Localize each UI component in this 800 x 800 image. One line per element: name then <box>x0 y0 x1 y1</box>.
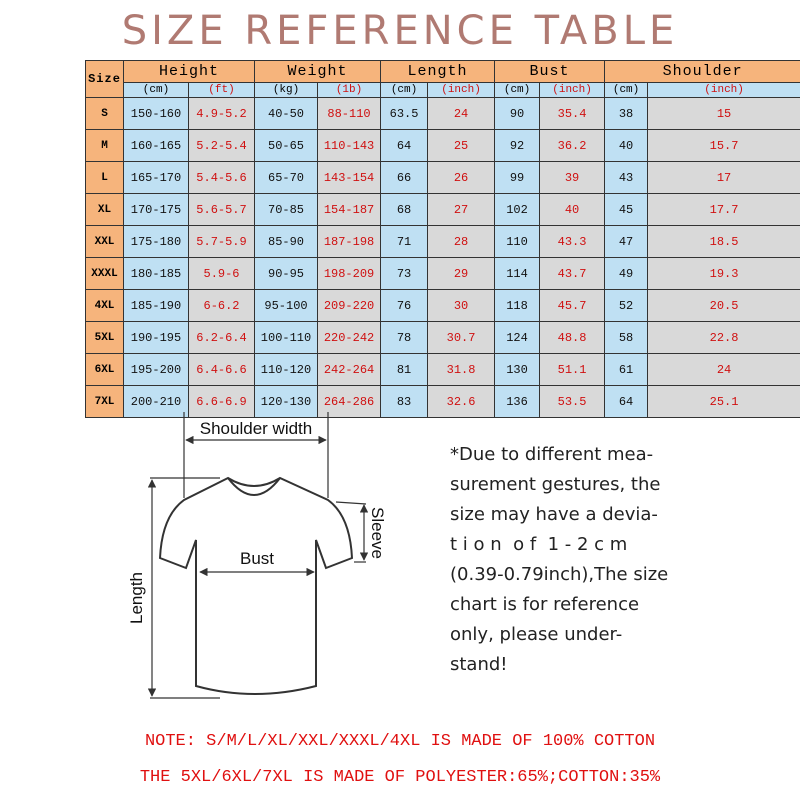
note-line: surement gestures, the <box>450 474 661 495</box>
page-title: SIZE REFERENCE TABLE <box>121 8 679 54</box>
metric-cell: 38 <box>605 98 648 130</box>
metric-cell: 118 <box>495 290 540 322</box>
metric-cell: 50-65 <box>255 130 318 162</box>
metric-cell: 180-185 <box>124 258 189 290</box>
imperial-cell: 32.6 <box>428 386 495 418</box>
metric-cell: 45 <box>605 194 648 226</box>
unit-header: (inch) <box>540 83 605 98</box>
metric-cell: 63.5 <box>381 98 428 130</box>
metric-cell: 78 <box>381 322 428 354</box>
imperial-cell: 51.1 <box>540 354 605 386</box>
metric-cell: 160-165 <box>124 130 189 162</box>
metric-cell: 124 <box>495 322 540 354</box>
unit-header: (ft) <box>189 83 255 98</box>
metric-cell: 185-190 <box>124 290 189 322</box>
metric-cell: 64 <box>605 386 648 418</box>
imperial-cell: 6.2-6.4 <box>189 322 255 354</box>
imperial-cell: 110-143 <box>318 130 381 162</box>
shoulder-width-label: Shoulder width <box>199 419 313 438</box>
table-row <box>86 194 800 226</box>
imperial-cell: 43.3 <box>540 226 605 258</box>
size-cell: L <box>86 162 124 194</box>
metric-cell: 61 <box>605 354 648 386</box>
metric-cell: 99 <box>495 162 540 194</box>
imperial-cell: 5.2-5.4 <box>189 130 255 162</box>
imperial-cell: 5.6-5.7 <box>189 194 255 226</box>
deviation-note <box>450 440 695 680</box>
metric-cell: 40 <box>605 130 648 162</box>
table-row <box>86 258 800 290</box>
metric-cell: 49 <box>605 258 648 290</box>
metric-cell: 100-110 <box>255 322 318 354</box>
metric-cell: 110 <box>495 226 540 258</box>
metric-cell: 90 <box>495 98 540 130</box>
imperial-cell: 5.7-5.9 <box>189 226 255 258</box>
imperial-cell: 88-110 <box>318 98 381 130</box>
group-header: Shoulder <box>605 61 800 83</box>
tshirt-outline <box>160 478 352 694</box>
note-line: only, please under- <box>450 624 623 645</box>
metric-cell: 76 <box>381 290 428 322</box>
unit-header: (inch) <box>428 83 495 98</box>
metric-cell: 120-130 <box>255 386 318 418</box>
imperial-cell: 35.4 <box>540 98 605 130</box>
imperial-cell: 39 <box>540 162 605 194</box>
unit-header: (cm) <box>381 83 428 98</box>
group-header: Bust <box>495 61 605 83</box>
imperial-cell: 40 <box>540 194 605 226</box>
group-header-row <box>86 61 800 83</box>
imperial-cell: 45.7 <box>540 290 605 322</box>
metric-cell: 68 <box>381 194 428 226</box>
metric-cell: 130 <box>495 354 540 386</box>
metric-cell: 58 <box>605 322 648 354</box>
bust-label: Bust <box>239 549 275 568</box>
length-label: Length <box>127 572 146 624</box>
metric-cell: 47 <box>605 226 648 258</box>
imperial-cell: 264-286 <box>318 386 381 418</box>
metric-cell: 165-170 <box>124 162 189 194</box>
unit-header: (cm) <box>124 83 189 98</box>
metric-cell: 195-200 <box>124 354 189 386</box>
table-row <box>86 130 800 162</box>
material-note-polyester: THE 5XL/6XL/7XL IS MADE OF POLYESTER:65%;COTTON:35% <box>139 768 661 787</box>
metric-cell: 175-180 <box>124 226 189 258</box>
metric-cell: 83 <box>381 386 428 418</box>
imperial-cell: 15 <box>648 98 800 130</box>
unit-header: (cm) <box>495 83 540 98</box>
unit-header: (cm) <box>605 83 648 98</box>
imperial-cell: 6.6-6.9 <box>189 386 255 418</box>
unit-header-row <box>86 83 800 98</box>
note-line: t i o n o f 1 - 2 c m <box>450 534 628 555</box>
unit-header: (inch) <box>648 83 800 98</box>
metric-cell: 92 <box>495 130 540 162</box>
imperial-cell: 17.7 <box>648 194 800 226</box>
size-cell: 4XL <box>86 290 124 322</box>
table-row <box>86 290 800 322</box>
group-header: Weight <box>255 61 381 83</box>
imperial-cell: 6-6.2 <box>189 290 255 322</box>
metric-cell: 190-195 <box>124 322 189 354</box>
imperial-cell: 36.2 <box>540 130 605 162</box>
unit-header: (1b) <box>318 83 381 98</box>
size-cell: 7XL <box>86 386 124 418</box>
tshirt-diagram <box>110 412 400 712</box>
metric-cell: 81 <box>381 354 428 386</box>
unit-header: (kg) <box>255 83 318 98</box>
metric-cell: 85-90 <box>255 226 318 258</box>
imperial-cell: 24 <box>428 98 495 130</box>
size-cell: S <box>86 98 124 130</box>
imperial-cell: 154-187 <box>318 194 381 226</box>
table-row <box>86 354 800 386</box>
imperial-cell: 5.4-5.6 <box>189 162 255 194</box>
material-note: NOTE: S/M/L/XL/XXL/XXXL/4XL IS MADE OF 100% COTTON <box>144 732 656 751</box>
imperial-cell: 29 <box>428 258 495 290</box>
imperial-cell: 209-220 <box>318 290 381 322</box>
table-row <box>86 162 800 194</box>
imperial-cell: 143-154 <box>318 162 381 194</box>
metric-cell: 73 <box>381 258 428 290</box>
size-cell: 6XL <box>86 354 124 386</box>
imperial-cell: 15.7 <box>648 130 800 162</box>
size-header: Size <box>86 61 124 98</box>
imperial-cell: 19.3 <box>648 258 800 290</box>
imperial-cell: 187-198 <box>318 226 381 258</box>
metric-cell: 90-95 <box>255 258 318 290</box>
note-line: *Due to different mea- <box>450 444 654 465</box>
metric-cell: 114 <box>495 258 540 290</box>
metric-cell: 150-160 <box>124 98 189 130</box>
imperial-cell: 26 <box>428 162 495 194</box>
metric-cell: 65-70 <box>255 162 318 194</box>
metric-cell: 170-175 <box>124 194 189 226</box>
imperial-cell: 22.8 <box>648 322 800 354</box>
size-cell: XXL <box>86 226 124 258</box>
metric-cell: 136 <box>495 386 540 418</box>
imperial-cell: 242-264 <box>318 354 381 386</box>
imperial-cell: 4.9-5.2 <box>189 98 255 130</box>
imperial-cell: 30 <box>428 290 495 322</box>
imperial-cell: 220-242 <box>318 322 381 354</box>
imperial-cell: 43.7 <box>540 258 605 290</box>
imperial-cell: 25.1 <box>648 386 800 418</box>
metric-cell: 52 <box>605 290 648 322</box>
metric-cell: 66 <box>381 162 428 194</box>
metric-cell: 40-50 <box>255 98 318 130</box>
imperial-cell: 31.8 <box>428 354 495 386</box>
imperial-cell: 48.8 <box>540 322 605 354</box>
imperial-cell: 25 <box>428 130 495 162</box>
table-row <box>86 322 800 354</box>
imperial-cell: 28 <box>428 226 495 258</box>
imperial-cell: 18.5 <box>648 226 800 258</box>
imperial-cell: 17 <box>648 162 800 194</box>
size-cell: XL <box>86 194 124 226</box>
imperial-cell: 5.9-6 <box>189 258 255 290</box>
imperial-cell: 20.5 <box>648 290 800 322</box>
imperial-cell: 53.5 <box>540 386 605 418</box>
imperial-cell: 198-209 <box>318 258 381 290</box>
note-line: chart is for reference <box>450 594 640 615</box>
metric-cell: 95-100 <box>255 290 318 322</box>
metric-cell: 71 <box>381 226 428 258</box>
sleeve-guide-top <box>336 502 366 504</box>
group-header: Length <box>381 61 495 83</box>
size-cell: XXXL <box>86 258 124 290</box>
table-row <box>86 226 800 258</box>
note-line: stand! <box>450 654 508 675</box>
note-line: size may have a devia- <box>450 504 658 525</box>
sleeve-label: Sleeve <box>368 507 387 559</box>
imperial-cell: 24 <box>648 354 800 386</box>
metric-cell: 70-85 <box>255 194 318 226</box>
note-line: (0.39-0.79inch),The size <box>450 564 669 585</box>
metric-cell: 102 <box>495 194 540 226</box>
size-cell: M <box>86 130 124 162</box>
imperial-cell: 30.7 <box>428 322 495 354</box>
metric-cell: 200-210 <box>124 386 189 418</box>
metric-cell: 64 <box>381 130 428 162</box>
table-row <box>86 98 800 130</box>
group-header: Height <box>124 61 255 83</box>
metric-cell: 110-120 <box>255 354 318 386</box>
size-table <box>85 60 800 418</box>
imperial-cell: 27 <box>428 194 495 226</box>
metric-cell: 43 <box>605 162 648 194</box>
size-cell: 5XL <box>86 322 124 354</box>
imperial-cell: 6.4-6.6 <box>189 354 255 386</box>
size-rows <box>86 98 800 418</box>
